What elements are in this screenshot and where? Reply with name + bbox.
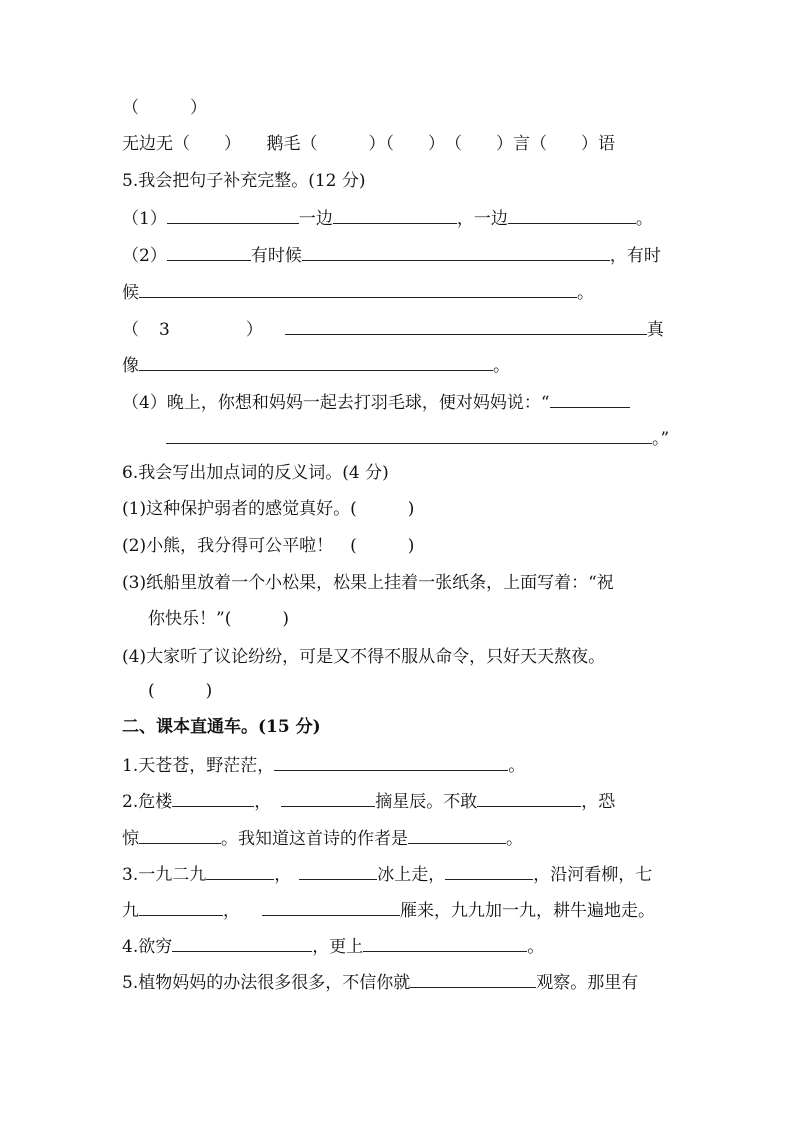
answer-blank[interactable] — [508, 206, 636, 224]
answer-blank[interactable] — [139, 353, 493, 371]
text-line — [122, 206, 653, 228]
text-segment: ，更上 — [312, 937, 364, 957]
text-segment: ， — [223, 901, 240, 921]
text-segment: （ — [122, 320, 139, 340]
answer-blank[interactable] — [167, 243, 251, 261]
answer-blank[interactable] — [166, 426, 652, 444]
text-segment: 3.一九二九 — [122, 865, 207, 885]
sentence-item: (4)大家听了议论纷纷，可是又不得不服从命令，只好天天熬夜。 — [122, 647, 606, 667]
question-5-title: 5.我会把句子补充完整。(12 分) — [122, 171, 366, 191]
question-6-title: 6.我会写出加点词的反义词。(4 分) — [122, 463, 389, 483]
text-line — [122, 826, 523, 848]
answer-blank[interactable] — [167, 206, 299, 224]
text-line — [122, 535, 414, 557]
item-number: （1） — [122, 209, 167, 229]
text-segment: 。 — [527, 937, 545, 957]
answer-blank[interactable] — [139, 898, 223, 916]
section-title — [122, 716, 321, 738]
text-segment: 1.天苍苍，野茫茫， — [122, 756, 275, 776]
sentence-item: (3)纸船里放着一个小松果，松果上挂着一张纸条，上面写着：“祝 — [122, 573, 614, 593]
text-segment: 。我知道这首诗的作者是 — [221, 829, 408, 849]
answer-blank[interactable] — [550, 390, 630, 408]
text-segment: ， — [254, 792, 272, 812]
text-line — [122, 243, 661, 265]
text-line — [122, 317, 664, 339]
answer-blank[interactable] — [139, 826, 221, 844]
answer-blank[interactable] — [262, 898, 400, 916]
text-segment: ， — [274, 865, 292, 885]
text-segment: 。 — [506, 829, 523, 849]
text-line — [122, 753, 525, 775]
text-line — [122, 572, 614, 594]
answer-blank[interactable] — [172, 934, 312, 952]
sentence-item: 你快乐！”( ) — [148, 609, 289, 629]
text-segment: ，恐 — [581, 792, 616, 812]
text-line — [122, 97, 207, 119]
answer-blank[interactable] — [281, 789, 375, 807]
text-segment: 有时候 — [250, 246, 302, 266]
answer-blank[interactable] — [363, 934, 527, 952]
answer-blank[interactable] — [302, 243, 610, 261]
text-segment: 冰上走， — [377, 865, 446, 885]
text-segment: ） — [245, 320, 263, 340]
text-segment: ，沿河看柳，七 — [533, 865, 653, 885]
text-segment: 像 — [122, 356, 139, 376]
text-line — [122, 898, 655, 920]
text-segment: 九 — [122, 901, 139, 921]
text-line — [122, 789, 615, 811]
answer-blank[interactable] — [408, 826, 506, 844]
text-line — [148, 608, 289, 630]
text-line — [122, 970, 638, 992]
text-segment: 摘星辰。不敢 — [375, 792, 478, 812]
text-line — [166, 426, 669, 448]
text-line — [122, 353, 510, 375]
section-2-title: 二、课本直通车。(15 分) — [122, 717, 321, 737]
text-segment: 。 — [493, 356, 510, 376]
text-line — [122, 934, 544, 956]
text-line — [122, 646, 605, 668]
text-segment: 一边 — [298, 209, 333, 229]
answer-blank[interactable] — [206, 862, 274, 880]
paren-blank: ( ) — [148, 681, 213, 701]
answer-blank[interactable] — [445, 862, 533, 880]
text-line — [148, 680, 212, 702]
answer-blank[interactable] — [285, 317, 647, 335]
text-segment: 4.欲穷 — [122, 937, 173, 957]
question-heading — [122, 462, 389, 484]
text-segment: （4）晚上，你想和妈妈一起去打羽毛球，便对妈妈说：“ — [122, 393, 550, 413]
text-segment: 。 — [635, 209, 653, 229]
answer-blank[interactable] — [333, 206, 457, 224]
text-line — [122, 390, 630, 412]
answer-blank[interactable] — [139, 280, 577, 298]
text-line — [122, 498, 414, 520]
text-line — [122, 280, 594, 302]
answer-blank[interactable] — [410, 970, 536, 988]
question-heading — [122, 170, 366, 192]
text-segment: 雁来，九九加一九，耕牛遍地走。 — [400, 901, 655, 921]
text-line — [122, 133, 674, 155]
answer-blank[interactable] — [172, 789, 254, 807]
answer-blank[interactable] — [274, 753, 508, 771]
answer-blank[interactable] — [299, 862, 377, 880]
text-segment: 5.植物妈妈的办法很多很多，不信你就 — [122, 973, 411, 993]
idiom-fill-line: 无边无（ ） 鹅毛（ ）（ ） （ ）言（ ）语 — [122, 134, 615, 154]
text-segment: 2.危楼 — [122, 792, 173, 812]
text-segment: 。” — [652, 429, 670, 449]
text-segment: 候 — [122, 283, 139, 303]
answer-blank[interactable] — [477, 789, 581, 807]
text-segment: ，一边 — [456, 209, 508, 229]
sentence-item: (2)小熊，我分得可公平啦！ ( ) — [122, 536, 415, 556]
text-segment: 。 — [508, 756, 526, 776]
text-segment: 惊 — [122, 829, 139, 849]
sentence-item: (1)这种保护弱者的感觉真好。( ) — [122, 499, 415, 519]
text-segment: 。 — [577, 283, 594, 303]
text-segment: 观察。那里有 — [536, 973, 639, 993]
item-number: 3 — [159, 320, 170, 340]
item-number: （2） — [122, 246, 167, 266]
text-line — [122, 862, 652, 884]
paren-blank: （ ） — [122, 98, 207, 118]
text-segment: 真 — [646, 320, 664, 340]
text-segment: ，有时 — [609, 246, 661, 266]
